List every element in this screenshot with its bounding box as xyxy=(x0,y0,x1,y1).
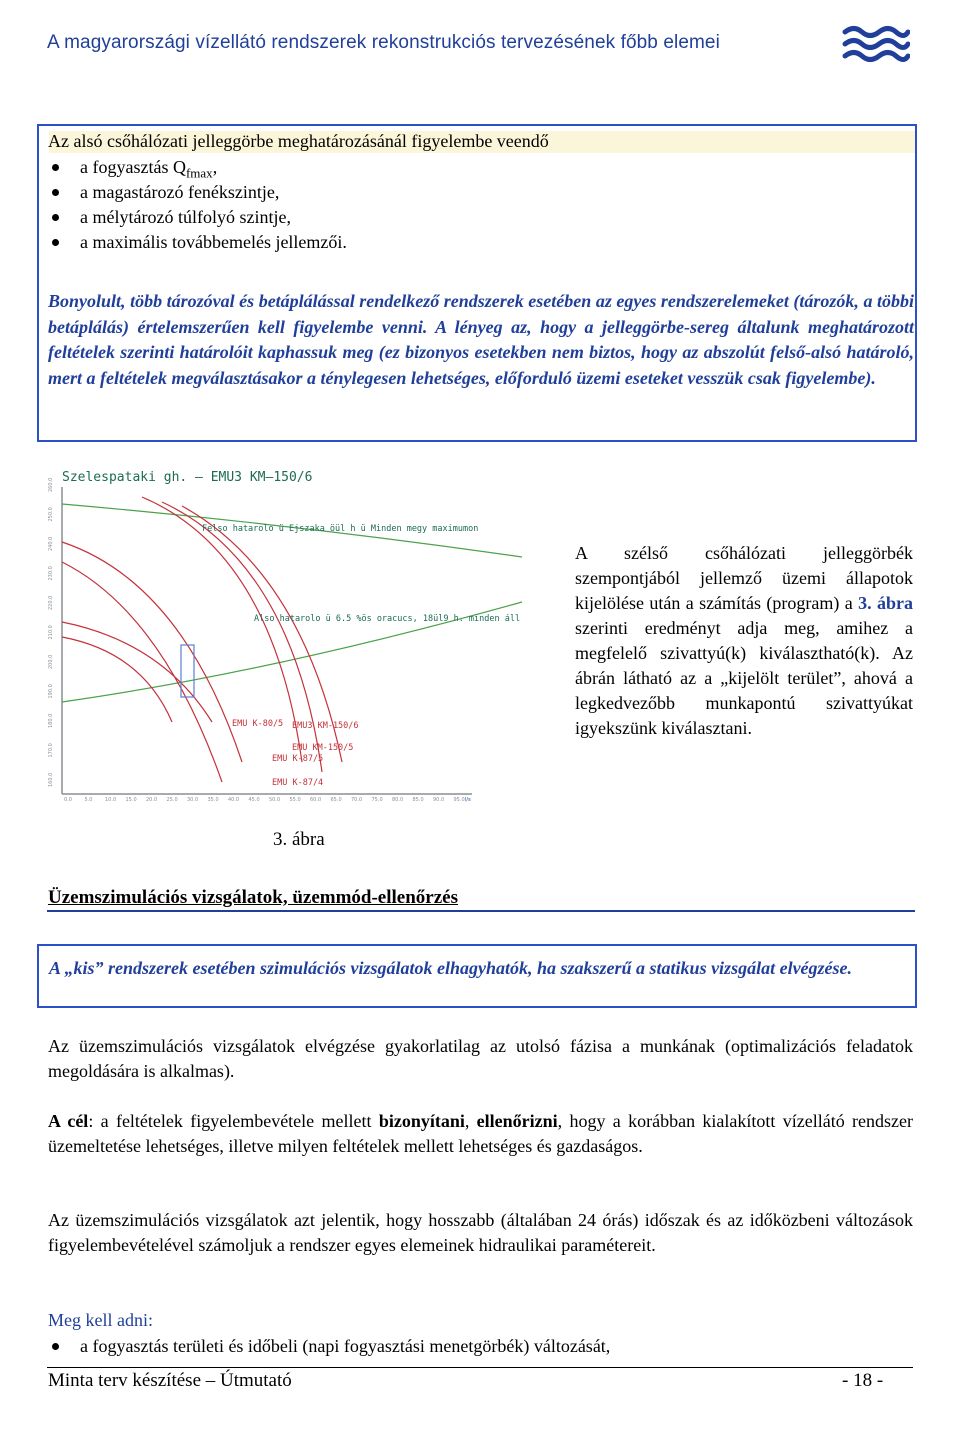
list-intro: Meg kell adni: xyxy=(48,1310,153,1330)
section1-paragraph: Bonyolult, több tározóval és betáplálással rendelkező rendszerek esetében az egyes rendszerelemeket (tározók, a többi betáplálás) értelemszerűen kell figyelembe venni. A lényeg az, hogy a jelleggörbe-sereg általunk meghatározott feltételek szerinti határolóit kaphassuk meg (ez bizonyos esetekben nem biztos, hogy az abszolút felső-alsó határoló, mert a feltételek megválasztásakor a ténylegesen lehetséges, előforduló üzemi eseteket vesszük csak figyelembe). xyxy=(48,291,914,388)
upper-boundary-label: Felso hatarolo ü Ejszaka öül h ü Minden megy maximumon xyxy=(202,524,479,534)
section2-text: A „kis” rendszerek esetében szimulációs vizsgálatok elhagyhatók, ha szakszerű a statikus vizsgálat elvégzése. xyxy=(49,958,853,978)
section-heading: Üzemszimulációs vizsgálatok, üzemmód-ellenőrzés xyxy=(48,887,458,908)
x-unit-label: l/s xyxy=(465,797,471,802)
pump-label: EMU K-80/5 xyxy=(232,719,284,729)
x-tick-label: 80.0 xyxy=(392,797,404,802)
paragraph: Az üzemszimulációs vizsgálatok azt jelentik, hogy hosszabb (általában 24 órás) időszak és az időközbeni változások figyelembevételével számoljuk a rendszer egyes elemeinek hidraulikai paramétereit. xyxy=(48,1210,913,1255)
y-tick-label: 250.0 xyxy=(48,507,54,522)
pump-curve-figure xyxy=(42,462,542,802)
footer-title: Minta terv készítése – Útmutató xyxy=(48,1370,292,1391)
pump-curve xyxy=(162,502,322,772)
header-title: A magyarországi vízellátó rendszerek rekonstrukciós tervezésének főbb elemei xyxy=(47,32,720,53)
x-tick-label: 55.0 xyxy=(289,797,301,802)
section2-box xyxy=(37,944,917,1008)
pump-label: EMU3 KM-150/6 xyxy=(292,721,359,731)
y-tick-label: 240.0 xyxy=(48,536,54,551)
heading-rule xyxy=(47,910,915,912)
y-tick-label: 220.0 xyxy=(48,595,54,610)
bullet-item: a mélytározó túlfolyó szintje, xyxy=(80,205,291,229)
y-tick-label: 260.0 xyxy=(48,477,54,492)
lower-boundary-label: Also hatarolo ü 6.5 %ös oracucs, 18ül9 h. minden áll xyxy=(254,614,521,624)
y-tick-label: 170.0 xyxy=(48,743,54,758)
bullet-dot-icon xyxy=(52,214,59,221)
page-number: - 18 - xyxy=(842,1370,884,1391)
pump-curve xyxy=(62,562,222,782)
x-tick-label: 70.0 xyxy=(351,797,363,802)
x-tick-label: 40.0 xyxy=(228,797,240,802)
pump-label: EMU KM-150/5 xyxy=(292,743,354,753)
pump-label: EMU K-87/5 xyxy=(272,754,324,764)
section1-heading: Az alsó csőhálózati jelleggörbe meghatározásánál figyelembe veendő xyxy=(48,131,549,151)
x-tick-label: 35.0 xyxy=(207,797,219,802)
pump-curve xyxy=(62,637,172,722)
figure-title: Szelespataki gh. – EMU3 KM–150/6 xyxy=(62,470,313,485)
x-tick-label: 25.0 xyxy=(166,797,178,802)
y-tick-label: 180.0 xyxy=(48,713,54,728)
y-tick-label: 160.0 xyxy=(48,772,54,787)
footer-rule xyxy=(47,1367,913,1368)
bullet-dot-icon xyxy=(52,1343,59,1350)
y-tick-label: 200.0 xyxy=(48,654,54,669)
x-tick-label: 20.0 xyxy=(146,797,158,802)
bullet-item: a fogyasztás $Q_{fmax}$, xyxy=(80,155,217,186)
y-tick-labels xyxy=(48,478,54,787)
x-tick-label: 50.0 xyxy=(269,797,281,802)
x-tick-label: 30.0 xyxy=(187,797,199,802)
bullet-dot-icon xyxy=(52,239,59,246)
x-tick-label: 65.0 xyxy=(330,797,342,802)
bullet-dot-icon xyxy=(52,164,59,171)
x-tick-label: 5.0 xyxy=(84,797,93,802)
x-tick-label: 95.0 xyxy=(453,797,465,802)
bullet-item: a magastározó fenékszintje, xyxy=(80,180,279,204)
x-tick-label: 75.0 xyxy=(371,797,383,802)
y-tick-label: 210.0 xyxy=(48,625,54,640)
figure-description: A szélső csőhálózati jelleggörbék szempontjából jellemző üzemi állapotok kijelölése után a számítás (program) a 3. ábra szerinti eredményt adja meg, amihez a megfelelő szivattyú(k) kiválasztható(k). Az ábrán látható az a „kijelölt terület”, ahová a legkedvezőbb munkapontú szivattyúkat igyekszünk kiválasztani. xyxy=(575,543,913,738)
x-tick-label: 60.0 xyxy=(310,797,322,802)
x-tick-label: 10.0 xyxy=(105,797,117,802)
pump-label: EMU K-87/4 xyxy=(272,778,324,788)
x-tick-label: 15.0 xyxy=(125,797,137,802)
pump-curve xyxy=(62,542,242,762)
y-tick-label: 190.0 xyxy=(48,684,54,699)
x-tick-label: 90.0 xyxy=(433,797,445,802)
wave-logo-icon xyxy=(842,24,910,64)
x-tick-label: 45.0 xyxy=(248,797,260,802)
figure-caption: 3. ábra xyxy=(273,829,325,850)
x-tick-label: 0.0 xyxy=(64,797,72,802)
x-tick-label: 85.0 xyxy=(412,797,424,802)
paragraph: Az üzemszimulációs vizsgálatok elvégzése gyakorlatilag az utolsó fázisa a munkának (optimalizációs feladatok megoldására is alkalmas). xyxy=(48,1036,913,1081)
x-tick-labels xyxy=(64,797,465,802)
y-tick-label: 230.0 xyxy=(48,566,54,581)
bullet-item: a maximális továbbemelés jellemzői. xyxy=(80,230,347,254)
paragraph: A cél: a feltételek figyelembevétele mellett bizonyítani, ellenőrizni, hogy a korábban kialakított vízellátó rendszer üzemeltetése lehetséges, illetve milyen feltételek mellett lehetséges és gazdaságos. xyxy=(48,1111,913,1156)
bullet-item: a fogyasztás területi és időbeli (napi fogyasztási menetgörbék) változását, xyxy=(80,1334,610,1358)
bullet-dot-icon xyxy=(52,189,59,196)
